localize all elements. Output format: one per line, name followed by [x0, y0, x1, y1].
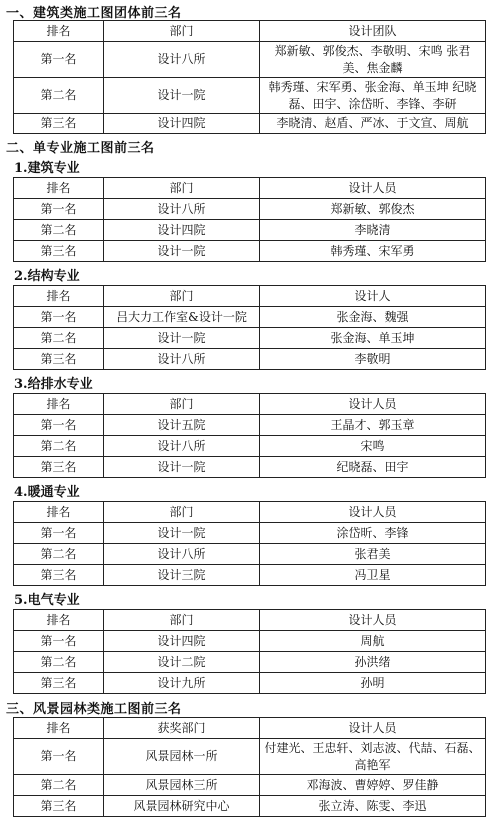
header-department: 部门 — [104, 502, 260, 523]
table-row — [14, 114, 486, 134]
department-cell: 设计八所 — [104, 349, 260, 370]
designers-cell: 邓海波、曹婷婷、罗佳静 — [260, 775, 486, 796]
designers-cell: 王晶才、郭玉章 — [260, 415, 486, 436]
header-department: 部门 — [104, 21, 260, 42]
header-designers: 设计人 — [260, 286, 486, 307]
department-cell: 设计八所 — [104, 544, 260, 565]
table-row — [14, 631, 486, 652]
table-header-row — [14, 178, 486, 199]
table-landscape — [13, 717, 486, 817]
rank-cell: 第一名 — [14, 415, 104, 436]
department-cell: 风景园林研究中心 — [104, 796, 260, 817]
table-row — [14, 307, 486, 328]
header-department: 部门 — [104, 610, 260, 631]
table-structure — [13, 285, 486, 370]
subsection-structure-title: 2.结构专业 — [14, 269, 80, 284]
rank-cell: 第二名 — [14, 544, 104, 565]
designers-cell: 孙明 — [260, 673, 486, 694]
header-rank: 排名 — [14, 502, 104, 523]
header-designers: 设计人员 — [260, 610, 486, 631]
rank-cell: 第一名 — [14, 307, 104, 328]
subsection-architecture-title: 1.建筑专业 — [14, 161, 80, 176]
table-row — [14, 775, 486, 796]
department-cell: 设计一院 — [104, 457, 260, 478]
table-hvac — [13, 501, 486, 586]
department-cell: 设计九所 — [104, 673, 260, 694]
designers-cell: 韩秀瑾、宋军勇 — [260, 241, 486, 262]
rank-cell: 第二名 — [14, 328, 104, 349]
designers-cell: 李晓清 — [260, 220, 486, 241]
table-header-row — [14, 718, 486, 739]
header-rank: 排名 — [14, 394, 104, 415]
rank-cell: 第二名 — [14, 652, 104, 673]
department-cell: 风景园林三所 — [104, 775, 260, 796]
department-cell: 设计五院 — [104, 415, 260, 436]
header-department: 部门 — [104, 178, 260, 199]
header-designers: 设计人员 — [260, 502, 486, 523]
table-row — [14, 457, 486, 478]
department-cell: 设计一院 — [104, 241, 260, 262]
section-3-title: 三、风景园林类施工图前三名 — [6, 702, 182, 717]
team-cell: 李晓清、赵盾、严冰、于文宣、周航 — [260, 114, 486, 134]
designers-cell: 张君美 — [260, 544, 486, 565]
rank-cell: 第一名 — [14, 199, 104, 220]
header-rank: 排名 — [14, 610, 104, 631]
department-cell: 风景园林一所 — [104, 739, 260, 775]
header-designers: 设计人员 — [260, 718, 486, 739]
designers-cell: 纪晓磊、田宇 — [260, 457, 486, 478]
rank-cell: 第三名 — [14, 114, 104, 134]
table-header-row — [14, 610, 486, 631]
rank-cell: 第一名 — [14, 739, 104, 775]
table-row — [14, 652, 486, 673]
rank-cell: 第三名 — [14, 673, 104, 694]
table-electrical — [13, 609, 486, 694]
department-cell: 设计一院 — [104, 523, 260, 544]
table-header-row — [14, 21, 486, 42]
table-row — [14, 436, 486, 457]
designers-cell: 郑新敏、郭俊杰 — [260, 199, 486, 220]
header-team: 设计团队 — [260, 21, 486, 42]
table-row — [14, 349, 486, 370]
table-architecture — [13, 177, 486, 262]
department-cell: 设计四院 — [104, 220, 260, 241]
table-row — [14, 544, 486, 565]
table-row — [14, 796, 486, 817]
department-cell: 设计四院 — [104, 114, 260, 134]
designers-cell: 付建光、王忠轩、刘志波、代喆、石磊、高艳军 — [260, 739, 486, 775]
department-cell: 设计八所 — [104, 42, 260, 78]
header-designers: 设计人员 — [260, 394, 486, 415]
rank-cell: 第二名 — [14, 436, 104, 457]
table-row — [14, 199, 486, 220]
rank-cell: 第一名 — [14, 523, 104, 544]
designers-cell: 张金海、魏强 — [260, 307, 486, 328]
table-row — [14, 42, 486, 78]
table-row — [14, 739, 486, 775]
table-header-row — [14, 394, 486, 415]
team-cell: 韩秀瑾、宋军勇、张金海、单玉坤 纪晓磊、田宇、涂岱昕、李锋、李研 — [260, 78, 486, 114]
designers-cell: 周航 — [260, 631, 486, 652]
department-cell: 吕大力工作室&设计一院 — [104, 307, 260, 328]
section-1-title: 一、建筑类施工图团体前三名 — [6, 6, 182, 21]
designers-cell: 孙洪绪 — [260, 652, 486, 673]
table-architecture-team — [13, 20, 486, 134]
subsection-plumbing-title: 3.给排水专业 — [14, 377, 93, 392]
section-2-title: 二、单专业施工图前三名 — [6, 141, 155, 156]
department-cell: 设计四院 — [104, 631, 260, 652]
department-cell: 设计三院 — [104, 565, 260, 586]
designers-cell: 张立涛、陈雯、李迅 — [260, 796, 486, 817]
subsection-electrical-title: 5.电气专业 — [14, 593, 80, 608]
rank-cell: 第三名 — [14, 796, 104, 817]
department-cell: 设计一院 — [104, 328, 260, 349]
table-row — [14, 328, 486, 349]
rank-cell: 第二名 — [14, 775, 104, 796]
header-designers: 设计人员 — [260, 178, 486, 199]
table-row — [14, 241, 486, 262]
table-row — [14, 673, 486, 694]
designers-cell: 李敬明 — [260, 349, 486, 370]
designers-cell: 冯卫星 — [260, 565, 486, 586]
team-cell: 郑新敏、郭俊杰、李敬明、宋鸣 张君美、焦金麟 — [260, 42, 486, 78]
header-department: 获奖部门 — [104, 718, 260, 739]
rank-cell: 第三名 — [14, 349, 104, 370]
department-cell: 设计二院 — [104, 652, 260, 673]
table-row — [14, 565, 486, 586]
table-row — [14, 78, 486, 114]
rank-cell: 第三名 — [14, 241, 104, 262]
department-cell: 设计八所 — [104, 436, 260, 457]
subsection-hvac-title: 4.暖通专业 — [14, 485, 80, 500]
rank-cell: 第一名 — [14, 631, 104, 652]
header-rank: 排名 — [14, 21, 104, 42]
header-rank: 排名 — [14, 718, 104, 739]
table-row — [14, 415, 486, 436]
table-plumbing — [13, 393, 486, 478]
table-header-row — [14, 502, 486, 523]
table-row — [14, 523, 486, 544]
rank-cell: 第二名 — [14, 220, 104, 241]
table-header-row — [14, 286, 486, 307]
header-rank: 排名 — [14, 178, 104, 199]
designers-cell: 宋鸣 — [260, 436, 486, 457]
header-rank: 排名 — [14, 286, 104, 307]
rank-cell: 第二名 — [14, 78, 104, 114]
table-row — [14, 220, 486, 241]
department-cell: 设计八所 — [104, 199, 260, 220]
header-department: 部门 — [104, 394, 260, 415]
designers-cell: 张金海、单玉坤 — [260, 328, 486, 349]
header-department: 部门 — [104, 286, 260, 307]
rank-cell: 第三名 — [14, 457, 104, 478]
designers-cell: 涂岱昕、李锋 — [260, 523, 486, 544]
department-cell: 设计一院 — [104, 78, 260, 114]
rank-cell: 第三名 — [14, 565, 104, 586]
rank-cell: 第一名 — [14, 42, 104, 78]
